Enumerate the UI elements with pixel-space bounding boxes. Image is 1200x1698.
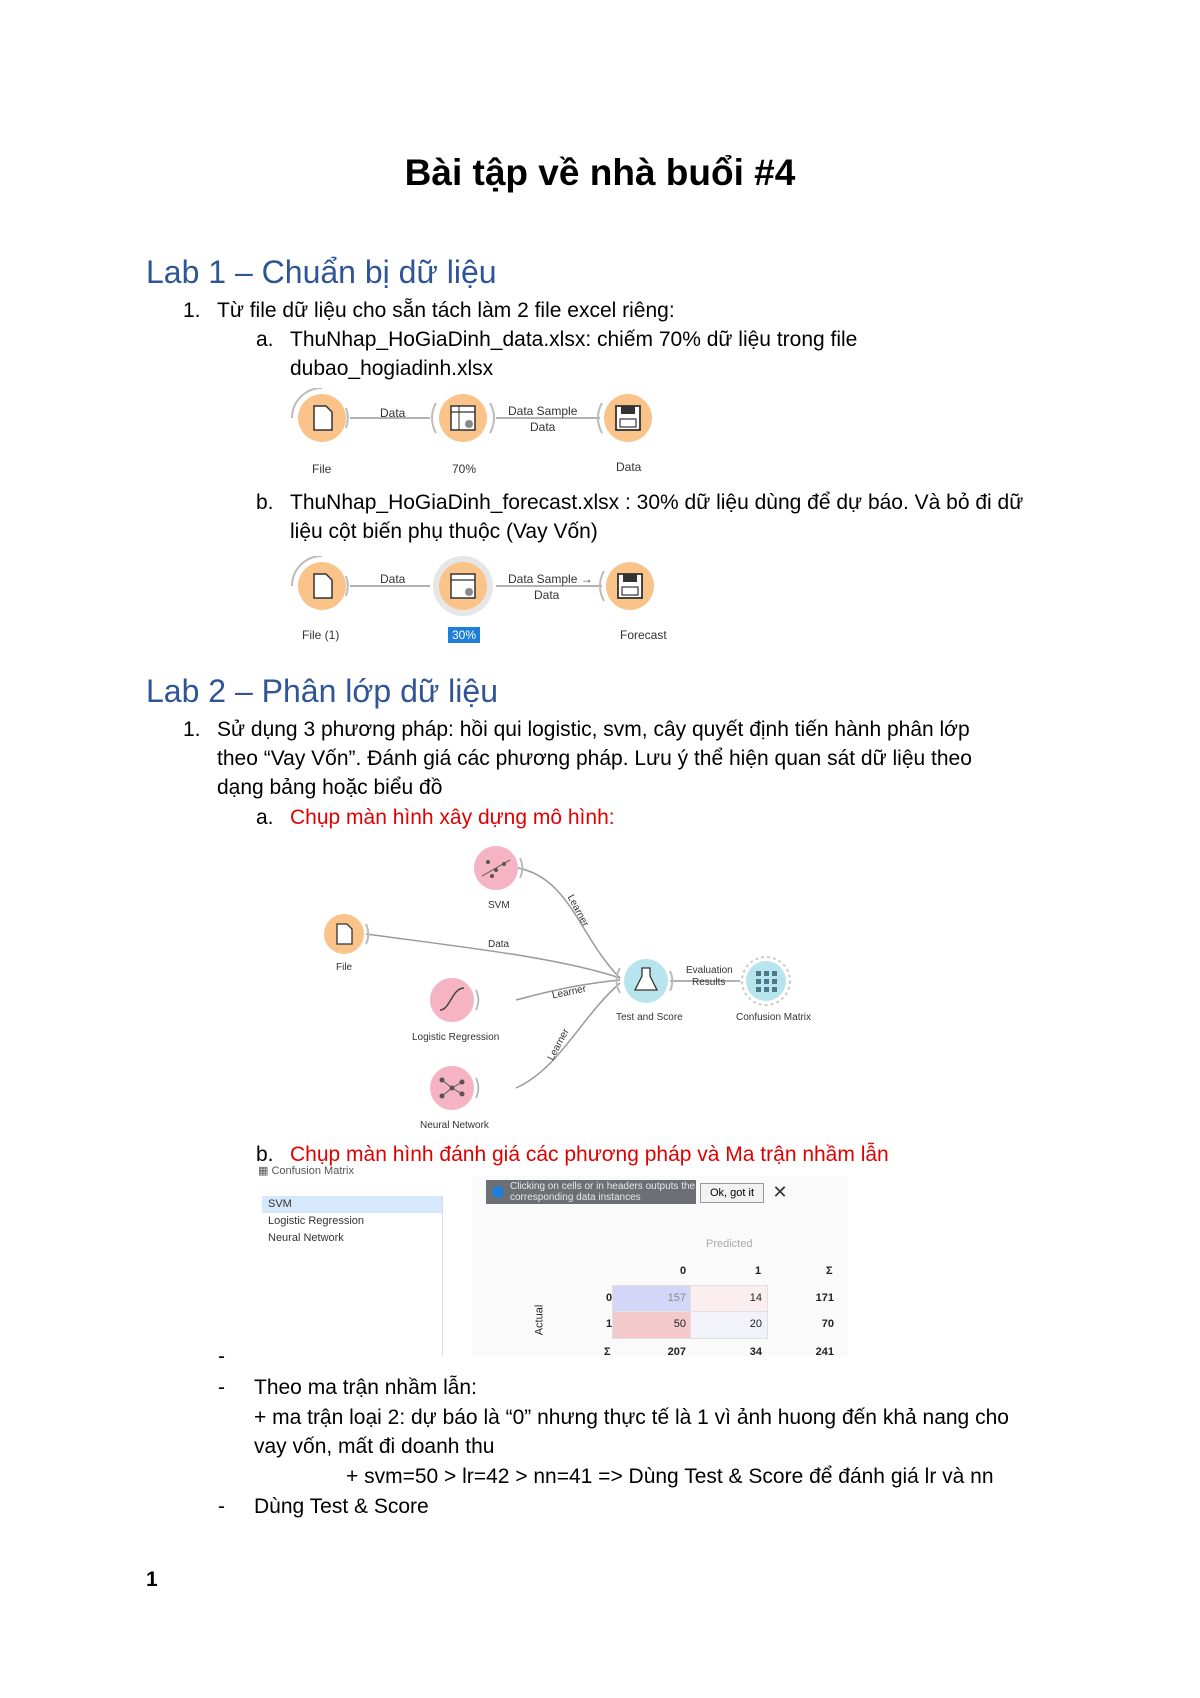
note-text: Dùng Test & Score	[254, 1495, 429, 1518]
file-icon	[324, 914, 368, 954]
link-label: Data	[380, 406, 406, 420]
cell-value: 171	[815, 1292, 834, 1304]
list-text: Chụp màn hình xây dựng mô hình:	[290, 806, 615, 829]
learner-item-nn[interactable]: Neural Network	[268, 1232, 344, 1244]
lab2-item1-cont: theo “Vay Vốn”. Đánh giá các phương pháp. Lưu ý thể hiện quan sát dữ liệu theo	[217, 747, 972, 770]
workflow-split-70	[290, 388, 690, 478]
notice-text: Clicking on cells or in headers outputs the corresponding data instances	[510, 1181, 696, 1203]
document-title: Bài tập về nhà buổi #4	[404, 152, 796, 193]
list-letter: b.	[256, 491, 274, 514]
row-header-sum: Σ	[604, 1346, 611, 1358]
cell-value: 241	[815, 1346, 834, 1358]
cell-value: 14	[749, 1292, 762, 1304]
save-icon	[600, 562, 654, 610]
link-label: Learner	[564, 892, 591, 929]
lab1-item-b-cont: liệu cột biến phụ thuộc (Vay Vốn)	[290, 520, 598, 543]
note-theo	[218, 1373, 477, 1402]
cell-value: 157	[667, 1292, 686, 1304]
lab1-heading: Lab 1 – Chuẩn bị dữ liệu	[146, 254, 497, 290]
node-label-sampler	[448, 628, 480, 642]
node-label-svm: SVM	[488, 900, 510, 911]
note-svm: + svm=50 > lr=42 > nn=41 => Dùng Test & Score để đánh giá lr và nn	[346, 1465, 994, 1488]
lab1-item-b	[256, 488, 1023, 517]
row-header-0: 0	[606, 1292, 613, 1304]
node-label-sampler: 70%	[452, 462, 477, 476]
link-label: Results	[692, 977, 726, 988]
svm-icon	[474, 846, 522, 890]
list-text: Chụp màn hình đánh giá các phương pháp và Ma trận nhầm lẫn	[290, 1143, 889, 1166]
cell-value: 20	[749, 1318, 762, 1330]
lab1-item1	[183, 296, 675, 325]
info-icon	[492, 1186, 504, 1198]
link-label: Data	[534, 588, 560, 602]
link-label: Data Sample	[508, 404, 578, 418]
actual-label: Actual	[533, 1304, 546, 1336]
notice-bar	[486, 1180, 696, 1204]
list-number: 1.	[183, 718, 201, 741]
save-icon	[598, 394, 652, 442]
confusion-matrix-icon: ▦	[258, 1165, 272, 1177]
node-label-save: Data	[616, 460, 642, 474]
row-header-1: 1	[606, 1318, 613, 1330]
link-label: Learner	[545, 1026, 572, 1063]
node-label-cm: Confusion Matrix	[736, 1012, 812, 1023]
neural-network-icon	[430, 1066, 478, 1110]
cell-value: 207	[667, 1346, 686, 1358]
list-letter: b.	[256, 1143, 274, 1166]
workflow-split-30	[290, 556, 690, 646]
node-label-save: Forecast	[620, 628, 667, 642]
lab1-item-a	[256, 325, 857, 354]
ok-got-it-button[interactable]: Ok, got it	[700, 1183, 764, 1203]
note-text: Theo ma trận nhầm lẫn:	[254, 1376, 477, 1399]
list-letter: a.	[256, 328, 274, 351]
dash-bullet: -	[218, 1376, 225, 1399]
link-label: Evaluation	[686, 965, 733, 976]
list-text: ThuNhap_HoGiaDinh_data.xlsx: chiếm 70% dữ liệu trong file	[290, 328, 858, 351]
list-number: 1.	[183, 299, 201, 322]
data-sampler-icon	[433, 556, 493, 616]
link-label: Data	[488, 939, 510, 950]
lab2-item1	[183, 715, 970, 744]
close-icon[interactable]: ✕	[772, 1182, 788, 1202]
node-label-nn: Neural Network	[420, 1120, 489, 1131]
cell-value: 70	[821, 1318, 834, 1330]
list-letter: a.	[256, 806, 274, 829]
note-plus-2: vay vốn, mất đi doanh thu	[254, 1435, 495, 1458]
note-plus-1: + ma trận loại 2: dự báo là “0” nhưng thực tế là 1 vì ảnh huong đến khả nang cho	[254, 1406, 1009, 1429]
col-header-0: 0	[680, 1265, 687, 1277]
lab1-item-a-cont: dubao_hogiadinh.xlsx	[290, 357, 494, 380]
link-label: Data	[380, 572, 406, 586]
lab2-item-a	[256, 803, 615, 832]
node-label-file: File (1)	[302, 628, 340, 642]
col-header-sum: Σ	[826, 1265, 833, 1277]
learner-item-logistic[interactable]: Logistic Regression	[268, 1215, 364, 1227]
dash-bullet: -	[218, 1495, 225, 1518]
file-icon	[292, 556, 348, 610]
selected-badge: 30%	[448, 627, 480, 643]
list-text: ThuNhap_HoGiaDinh_forecast.xlsx : 30% dữ liệu dùng để dự báo. Và bỏ đi dữ	[290, 491, 1024, 514]
page-number: 1	[146, 1568, 158, 1591]
note-dung	[218, 1492, 429, 1521]
confusion-matrix-icon	[742, 957, 790, 1005]
learner-item-svm[interactable]: SVM	[262, 1196, 442, 1213]
cell-value: 34	[749, 1346, 762, 1358]
list-text: Sử dụng 3 phương pháp: hồi qui logistic, svm, cây quyết định tiến hành phân lớp	[217, 718, 970, 741]
file-icon	[292, 388, 348, 442]
dash-bullet: -	[218, 1345, 225, 1368]
link-label: Data	[530, 420, 556, 434]
data-sampler-icon	[432, 394, 494, 442]
link-label: Learner	[551, 983, 588, 1002]
test-and-score-icon	[616, 959, 672, 1003]
node-label-logistic: Logistic Regression	[412, 1032, 500, 1043]
lab2-heading: Lab 2 – Phân lớp dữ liệu	[146, 673, 498, 709]
workflow-classification	[320, 838, 840, 1138]
list-text: Từ file dữ liệu cho sẵn tách làm 2 file excel riêng:	[217, 299, 675, 322]
learner-list[interactable]	[262, 1196, 443, 1356]
logistic-regression-icon	[430, 978, 478, 1022]
lab2-item1-cont: dạng bảng hoặc biểu đồ	[217, 776, 443, 799]
window-title	[258, 1164, 354, 1177]
node-label-test: Test and Score	[616, 1012, 683, 1023]
col-header-1: 1	[755, 1265, 762, 1277]
cell-value: 50	[673, 1318, 686, 1330]
window-title-text: Confusion Matrix	[271, 1165, 354, 1177]
node-label-file: File	[336, 962, 353, 973]
predicted-label: Predicted	[706, 1238, 753, 1250]
link-label: Data Sample →	[508, 572, 593, 586]
node-label-file: File	[312, 462, 332, 476]
